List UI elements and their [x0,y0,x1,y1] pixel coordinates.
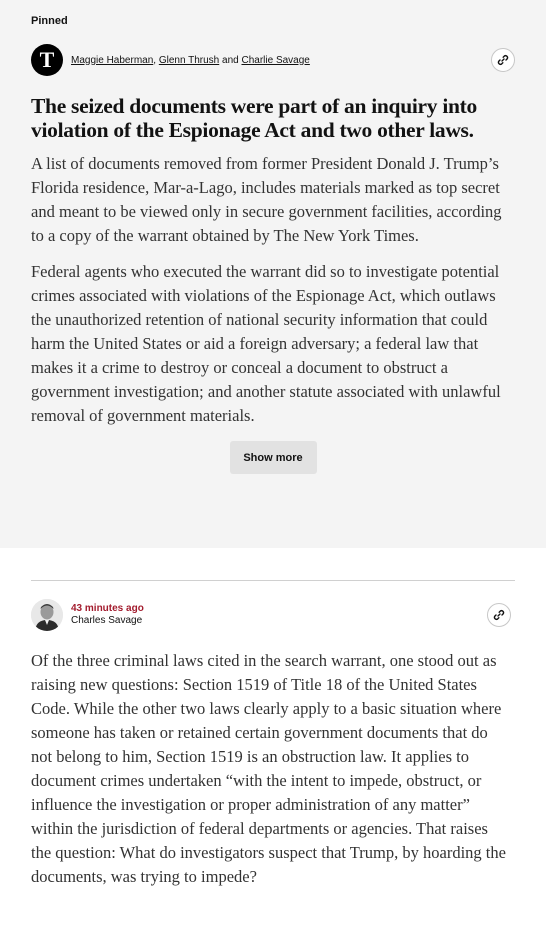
post-body: Of the three criminal laws cited in the search warrant, one stood out as raising new questions: Section 1519 of Title 18 of the United States Code. While the other two laws clearly apply to a basic situation where someone has taken or retained certain government documents that do not belong to him, Section 1519 is an obstruction law. It applies to document crimes undertaken “with the intent to impede, obstruct, or influence the investigation or proper administration of any matter” within the jurisdiction of federal departments or agencies. That raises the question: What do investigators suspect that Trump, by hoarding the documents, was trying to impede? [31,651,506,886]
author-link-maggie-haberman[interactable]: Maggie Haberman [71,54,154,66]
pinned-byline-row [31,44,515,76]
copy-link-button[interactable] [491,48,515,72]
post-timestamp: 43 minutes ago [71,603,144,614]
author-link-glenn-thrush[interactable]: Glenn Thrush [158,54,220,66]
show-more-button[interactable]: Show more [230,441,317,474]
pinned-byline [71,55,491,66]
live-post [0,548,546,889]
copy-link-button[interactable] [487,603,511,627]
show-more-wrap [31,441,515,474]
pinned-paragraph: A list of documents removed from former President Donald J. Trump’s Florida residence, Mar-a-Lago, includes materials marked as top secret and meant to be viewed only in secure government facilities, according to a copy of the warrant obtained by The New York Times. [31,154,502,245]
nyt-logo: T [31,44,63,76]
author-portrait [31,599,63,631]
post-byline-row [31,599,511,631]
pinned-headline: The seized documents were part of an inquiry into violation of the Espionage Act and two other laws. [31,94,477,142]
link-icon [497,54,509,66]
link-icon [493,609,505,621]
author-link-charlie-savage[interactable]: Charlie Savage [241,54,310,66]
author-separator: , [153,54,159,66]
pinned-paragraph: Federal agents who executed the warrant did so to investigate potential crimes associated with violations of the Espionage Act, which outlaws the unauthorized retention of national security information that could harm the United States or aid a foreign adversary; a federal law that makes it a crime to destroy or conceal a document to obstruct a government investigation; and another statute associated with unlawful removal of government materials. [31,262,501,425]
post-author: Charles Savage [71,615,143,626]
pinned-label: Pinned [31,15,68,27]
avatar [31,599,63,631]
post-divider [31,580,515,581]
post-meta [71,603,487,627]
author-separator: and [219,54,242,66]
